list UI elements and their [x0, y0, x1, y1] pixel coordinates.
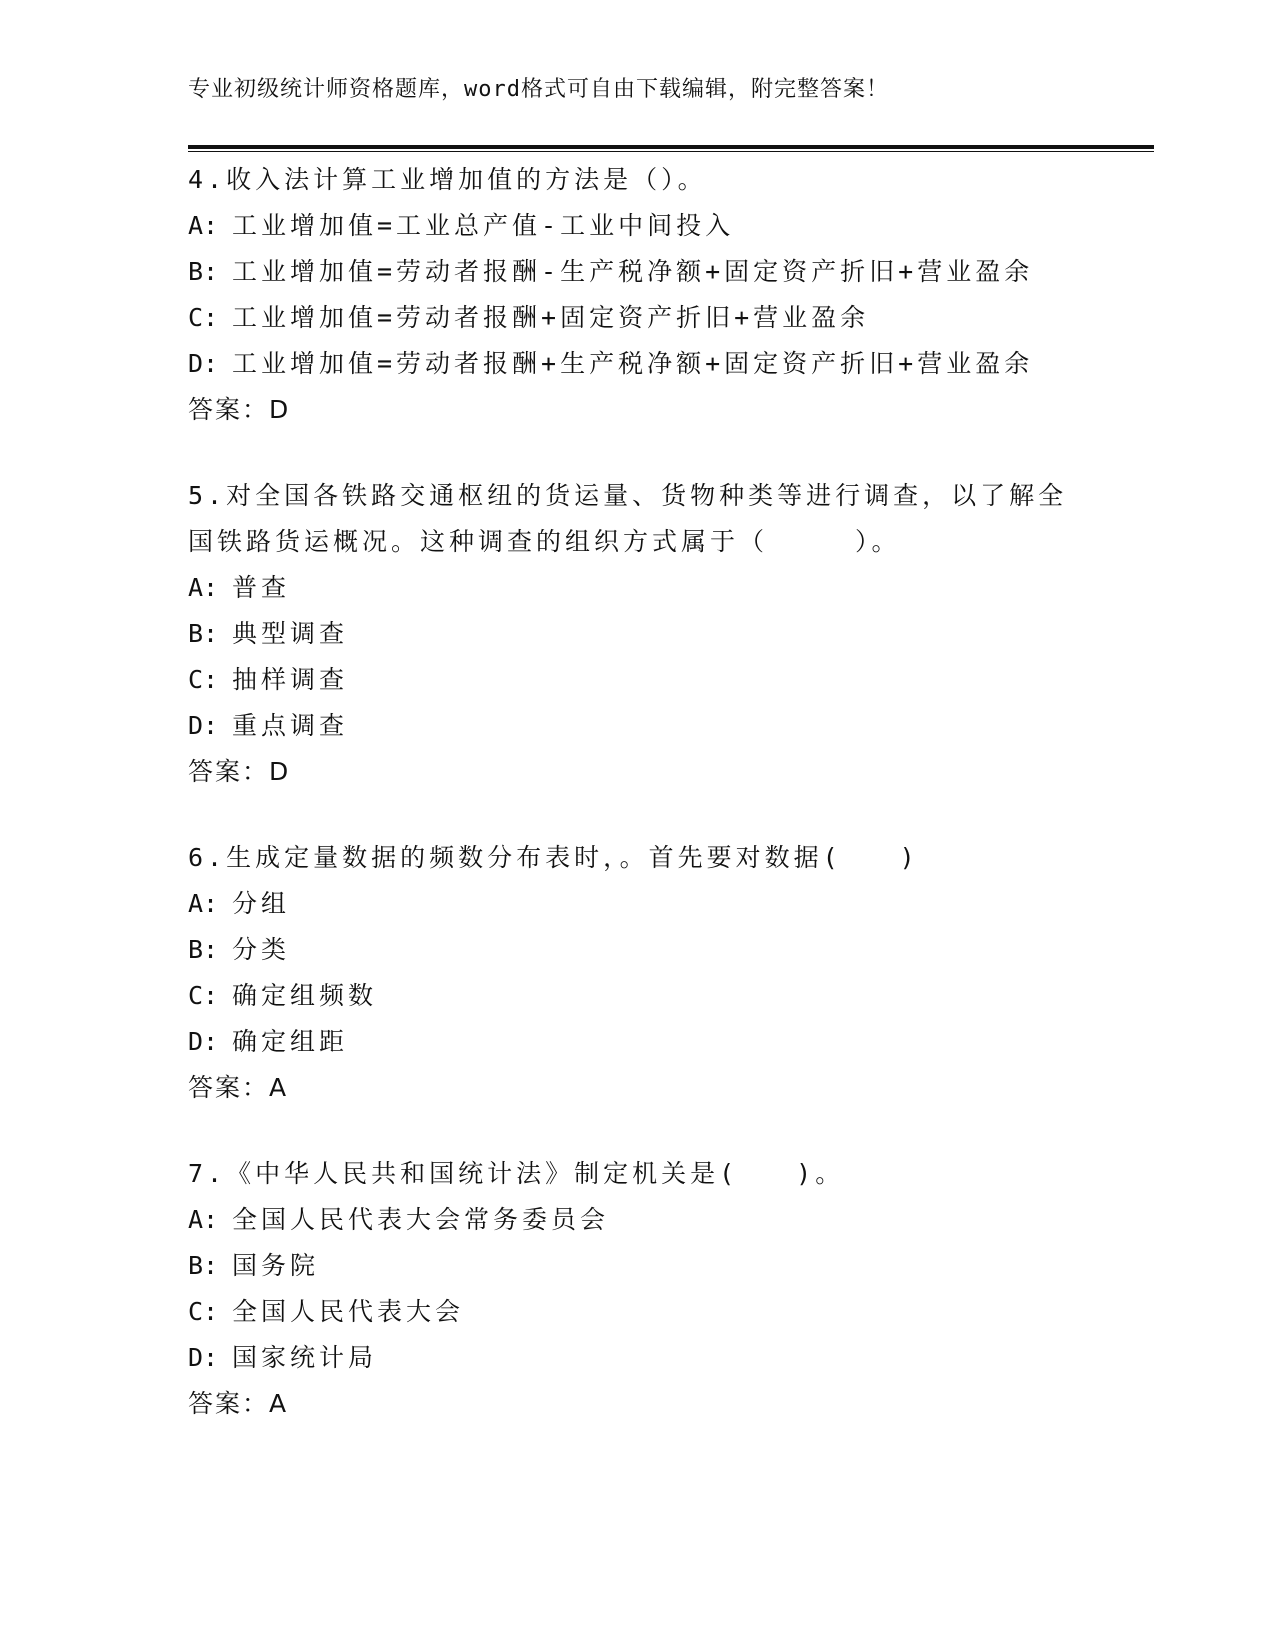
option-text: 分组: [232, 889, 291, 918]
option-text: 确定组频数: [232, 981, 378, 1010]
option-text: 国家统计局: [232, 1343, 378, 1372]
option-prefix: B:: [188, 257, 219, 286]
option-a: [188, 203, 1148, 249]
option-a: [188, 1197, 1148, 1243]
option-text: 确定组距: [232, 1027, 349, 1056]
option-prefix: B:: [188, 935, 219, 964]
page-header: 专业初级统计师资格题库，word格式可自由下载编辑，附完整答案！: [188, 77, 889, 102]
option-prefix: B:: [188, 1251, 219, 1280]
header-rule-thick: [188, 145, 1154, 149]
option-text: 国务院: [232, 1251, 320, 1280]
option-text: 分类: [232, 935, 291, 964]
option-text: 抽样调查: [232, 665, 349, 694]
option-d: [188, 1335, 1148, 1381]
answer-line: 答案：A: [188, 1073, 289, 1102]
option-c: [188, 973, 1148, 1019]
header-rule-thin: [188, 151, 1154, 152]
option-text: 全国人民代表大会: [232, 1297, 465, 1326]
question-stem: 5.对全国各铁路交通枢纽的货运量、货物种类等进行调查，以了解全: [188, 481, 1068, 510]
option-b: [188, 249, 1148, 295]
option-text: 全国人民代表大会常务委员会: [232, 1205, 610, 1234]
option-prefix: C:: [188, 981, 219, 1010]
option-b: [188, 1243, 1148, 1289]
option-b: [188, 927, 1148, 973]
option-prefix: C:: [188, 665, 219, 694]
option-c: [188, 1289, 1148, 1335]
option-prefix: D:: [188, 1027, 219, 1056]
option-d: [188, 341, 1148, 387]
question-stem-continued: 国铁路货运概况。这种调查的组织方式属于（ ）。: [188, 527, 901, 556]
answer-line: 答案：A: [188, 1389, 289, 1418]
option-d: [188, 1019, 1148, 1065]
option-prefix: C:: [188, 303, 219, 332]
option-b: [188, 611, 1148, 657]
option-text: 普查: [232, 573, 291, 602]
question-5: [188, 473, 1148, 795]
option-prefix: B:: [188, 619, 219, 648]
answer-line: 答案：D: [188, 757, 291, 786]
question-6: [188, 835, 1148, 1111]
option-text: 典型调查: [232, 619, 349, 648]
option-text: 工业增加值=劳动者报酬+生产税净额+固定资产折旧+营业盈余: [232, 349, 1034, 378]
option-a: [188, 565, 1148, 611]
question-7: [188, 1151, 1148, 1427]
question-4: [188, 157, 1148, 433]
question-stem: 6.生成定量数据的频数分布表时，。首先要对数据( ): [188, 843, 919, 872]
option-a: [188, 881, 1148, 927]
option-prefix: A:: [188, 573, 219, 602]
option-c: [188, 657, 1148, 703]
option-prefix: C:: [188, 1297, 219, 1326]
option-text: 工业增加值=劳动者报酬-生产税净额+固定资产折旧+营业盈余: [232, 257, 1034, 286]
question-stem: 4.收入法计算工业增加值的方法是（）。: [188, 165, 707, 194]
option-prefix: D:: [188, 349, 219, 378]
option-text: 工业增加值=工业总产值-工业中间投入: [232, 211, 735, 240]
question-list: [188, 157, 1148, 1467]
option-prefix: A:: [188, 1205, 219, 1234]
option-prefix: A:: [188, 211, 219, 240]
option-d: [188, 703, 1148, 749]
question-stem: 7.《中华人民共和国统计法》制定机关是( )。: [188, 1159, 845, 1188]
option-text: 重点调查: [232, 711, 349, 740]
option-prefix: A:: [188, 889, 219, 918]
option-c: [188, 295, 1148, 341]
option-text: 工业增加值=劳动者报酬+固定资产折旧+营业盈余: [232, 303, 870, 332]
option-prefix: D:: [188, 711, 219, 740]
answer-line: 答案：D: [188, 395, 291, 424]
option-prefix: D:: [188, 1343, 219, 1372]
